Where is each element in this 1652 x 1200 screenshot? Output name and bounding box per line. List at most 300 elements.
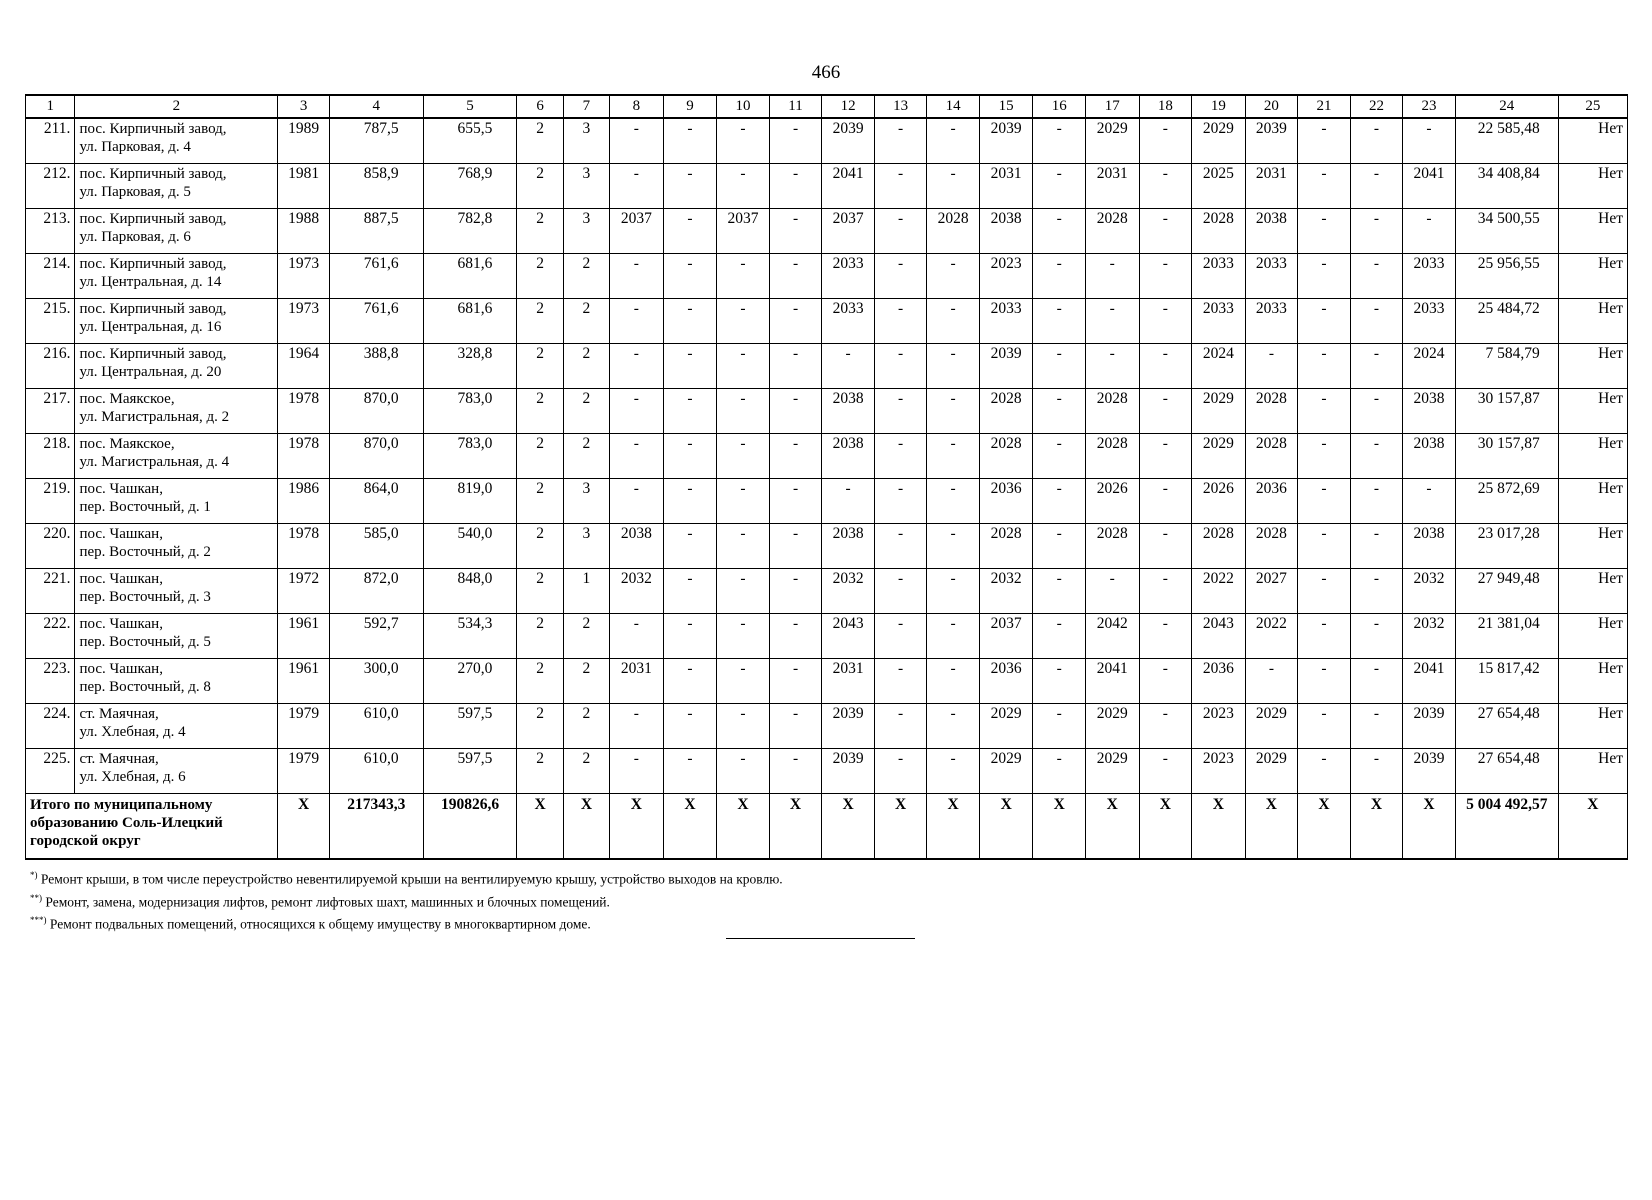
table-cell-col-24: 25 872,69: [1455, 479, 1558, 524]
column-number-header: 25: [1558, 95, 1627, 118]
column-number-header: 4: [329, 95, 423, 118]
column-number-header: 19: [1192, 95, 1246, 118]
table-cell-col-20: 2036: [1245, 479, 1298, 524]
table-cell-col-8: -: [610, 479, 664, 524]
table-cell-col-4: 858,9: [329, 164, 423, 209]
footnote-text: Ремонт крыши, в том числе переустройство невентилируемой крыши на вентилируемую крышу, устройство выходов на кровлю.: [37, 871, 783, 887]
table-cell-col-25: Нет: [1558, 164, 1627, 209]
table-cell-col-22: -: [1350, 614, 1403, 659]
table-cell-col-15: 2036: [979, 659, 1033, 704]
table-cell-col-21: -: [1298, 569, 1351, 614]
table-cell-col-24: 22 585,48: [1455, 118, 1558, 164]
row-number-cell: 220.: [26, 524, 75, 569]
table-cell-col-24: 34 500,55: [1455, 209, 1558, 254]
address-street: пер. Восточный, д. 3: [79, 589, 211, 605]
table-cell-col-16: -: [1033, 569, 1086, 614]
table-cell-col-19: 2043: [1192, 614, 1246, 659]
table-cell-col-20: 2029: [1245, 704, 1298, 749]
page-number: 466: [811, 62, 841, 83]
table-cell-col-5: 782,8: [423, 209, 517, 254]
table-cell-col-16: -: [1033, 749, 1086, 794]
address-settlement: пос. Чашкан,: [79, 571, 163, 587]
table-cell-col-20: -: [1245, 659, 1298, 704]
table-cell-col-25: Нет: [1558, 118, 1627, 164]
table-cell-col-19: 2023: [1192, 704, 1246, 749]
table-cell-col-10: -: [717, 434, 770, 479]
table-cell-col-8: 2031: [610, 659, 664, 704]
table-cell-col-23: 2033: [1403, 254, 1456, 299]
table-cell-col-8: -: [610, 704, 664, 749]
table-cell-col-13: -: [874, 569, 927, 614]
table-cell-col-5: 768,9: [423, 164, 517, 209]
address-settlement: пос. Кирпичный завод,: [79, 211, 227, 227]
row-number-cell: 212.: [26, 164, 75, 209]
table-row: [26, 704, 1628, 749]
table-cell-col-24: 30 157,87: [1455, 434, 1558, 479]
table-cell-col-20: 2028: [1245, 524, 1298, 569]
address-cell: [75, 299, 278, 344]
table-cell-col-21: -: [1298, 118, 1351, 164]
table-cell-col-12: 2038: [822, 524, 875, 569]
table-cell-col-15: 2038: [979, 209, 1033, 254]
table-cell-col-22: -: [1350, 704, 1403, 749]
table-cell-col-8: -: [610, 344, 664, 389]
table-cell-col-15: 2029: [979, 749, 1033, 794]
address-street: пер. Восточный, д. 8: [79, 679, 211, 695]
table-cell-col-4: 300,0: [329, 659, 423, 704]
table-cell-col-3: 1981: [278, 164, 330, 209]
table-cell-col-18: -: [1139, 209, 1192, 254]
table-cell-col-3: 1979: [278, 704, 330, 749]
table-cell-col-8: -: [610, 299, 664, 344]
table-cell-col-3: 1973: [278, 299, 330, 344]
table-cell-col-23: 2024: [1403, 344, 1456, 389]
table-cell-col-9: -: [663, 299, 717, 344]
table-cell-col-19: 2025: [1192, 164, 1246, 209]
row-number-cell: 223.: [26, 659, 75, 704]
table-cell-col-7: 3: [563, 209, 609, 254]
table-cell-col-10: -: [717, 569, 770, 614]
table-row: [26, 118, 1628, 164]
table-cell-col-5: 819,0: [423, 479, 517, 524]
table-cell-col-19: 2033: [1192, 299, 1246, 344]
table-cell-col-3: 1986: [278, 479, 330, 524]
table-cell-col-24: 30 157,87: [1455, 389, 1558, 434]
table-cell-col-22: -: [1350, 164, 1403, 209]
table-cell-col-6: 2: [517, 614, 563, 659]
total-cell-col-22: X: [1350, 794, 1403, 860]
table-cell-col-25: Нет: [1558, 749, 1627, 794]
table-cell-col-4: 610,0: [329, 704, 423, 749]
table-cell-col-14: -: [927, 524, 980, 569]
total-cell-col-20: X: [1245, 794, 1298, 860]
table-cell-col-19: 2022: [1192, 569, 1246, 614]
table-cell-col-19: 2029: [1192, 389, 1246, 434]
address-cell: [75, 209, 278, 254]
table-cell-col-10: -: [717, 614, 770, 659]
column-number-header: 1: [26, 95, 75, 118]
address-settlement: пос. Маякское,: [79, 391, 175, 407]
address-settlement: пос. Чашкан,: [79, 661, 163, 677]
table-cell-col-11: -: [769, 389, 822, 434]
table-cell-col-4: 761,6: [329, 254, 423, 299]
row-number-cell: 216.: [26, 344, 75, 389]
table-cell-col-17: 2029: [1085, 704, 1139, 749]
table-cell-col-11: -: [769, 614, 822, 659]
address-settlement: пос. Чашкан,: [79, 526, 163, 542]
table-cell-col-12: 2037: [822, 209, 875, 254]
table-cell-col-14: -: [927, 164, 980, 209]
table-cell-col-14: -: [927, 299, 980, 344]
table-cell-col-11: -: [769, 299, 822, 344]
column-number-header: 24: [1455, 95, 1558, 118]
table-cell-col-3: 1978: [278, 389, 330, 434]
table-cell-col-13: -: [874, 479, 927, 524]
table-cell-col-22: -: [1350, 524, 1403, 569]
table-cell-col-13: -: [874, 524, 927, 569]
table-cell-col-5: 655,5: [423, 118, 517, 164]
table-cell-col-20: 2028: [1245, 389, 1298, 434]
row-number-cell: 219.: [26, 479, 75, 524]
total-cell-col-10: X: [717, 794, 770, 860]
table-cell-col-4: 887,5: [329, 209, 423, 254]
table-cell-col-18: -: [1139, 749, 1192, 794]
table-cell-col-11: -: [769, 524, 822, 569]
table-cell-col-7: 1: [563, 569, 609, 614]
table-cell-col-5: 540,0: [423, 524, 517, 569]
table-cell-col-17: 2028: [1085, 524, 1139, 569]
table-cell-col-8: 2038: [610, 524, 664, 569]
footnote-text: Ремонт, замена, модернизация лифтов, ремонт лифтовых шахт, машинных и блочных помещений.: [42, 894, 610, 909]
table-cell-col-9: -: [663, 254, 717, 299]
table-cell-col-9: -: [663, 164, 717, 209]
table-cell-col-15: 2023: [979, 254, 1033, 299]
table-cell-col-14: 2028: [927, 209, 980, 254]
table-cell-col-13: -: [874, 614, 927, 659]
table-cell-col-25: Нет: [1558, 524, 1627, 569]
table-cell-col-13: -: [874, 118, 927, 164]
column-number-header: 20: [1245, 95, 1298, 118]
column-number-header: 22: [1350, 95, 1403, 118]
table-cell-col-22: -: [1350, 254, 1403, 299]
total-cell-col-4: 217343,3: [329, 794, 423, 860]
table-cell-col-15: 2039: [979, 118, 1033, 164]
table-row: [26, 164, 1628, 209]
table-cell-col-16: -: [1033, 614, 1086, 659]
total-cell-col-21: X: [1298, 794, 1351, 860]
table-cell-col-11: -: [769, 254, 822, 299]
table-cell-col-14: -: [927, 479, 980, 524]
table-cell-col-18: -: [1139, 434, 1192, 479]
table-cell-col-23: -: [1403, 118, 1456, 164]
column-number-header: 6: [517, 95, 563, 118]
table-cell-col-14: -: [927, 254, 980, 299]
table-cell-col-24: 25 956,55: [1455, 254, 1558, 299]
table-cell-col-12: 2041: [822, 164, 875, 209]
table-cell-col-4: 388,8: [329, 344, 423, 389]
table-cell-col-24: 7 584,79: [1455, 344, 1558, 389]
table-cell-col-25: Нет: [1558, 434, 1627, 479]
table-cell-col-24: 25 484,72: [1455, 299, 1558, 344]
table-cell-col-25: Нет: [1558, 254, 1627, 299]
table-cell-col-15: 2037: [979, 614, 1033, 659]
row-number-cell: 217.: [26, 389, 75, 434]
address-street: ул. Хлебная, д. 6: [79, 769, 186, 785]
total-cell-col-17: X: [1085, 794, 1139, 860]
table-cell-col-7: 2: [563, 254, 609, 299]
address-settlement: пос. Кирпичный завод,: [79, 346, 227, 362]
address-settlement: ст. Маячная,: [79, 706, 159, 722]
table-cell-col-6: 2: [517, 299, 563, 344]
table-cell-col-19: 2024: [1192, 344, 1246, 389]
table-cell-col-17: 2028: [1085, 434, 1139, 479]
table-cell-col-6: 2: [517, 254, 563, 299]
table-cell-col-17: 2029: [1085, 749, 1139, 794]
table-cell-col-4: 870,0: [329, 434, 423, 479]
table-cell-col-24: 23 017,28: [1455, 524, 1558, 569]
table-cell-col-17: 2029: [1085, 118, 1139, 164]
table-cell-col-14: -: [927, 118, 980, 164]
table-cell-col-13: -: [874, 299, 927, 344]
address-settlement: пос. Кирпичный завод,: [79, 166, 227, 182]
total-cell-col-18: X: [1139, 794, 1192, 860]
column-number-header: 14: [927, 95, 980, 118]
table-cell-col-23: 2041: [1403, 164, 1456, 209]
table-cell-col-10: -: [717, 749, 770, 794]
table-cell-col-18: -: [1139, 614, 1192, 659]
table-cell-col-6: 2: [517, 389, 563, 434]
table-cell-col-22: -: [1350, 118, 1403, 164]
table-cell-col-7: 2: [563, 344, 609, 389]
table-cell-col-5: 534,3: [423, 614, 517, 659]
table-cell-col-23: 2039: [1403, 749, 1456, 794]
table-cell-col-15: 2039: [979, 344, 1033, 389]
address-street: пер. Восточный, д. 2: [79, 544, 211, 560]
table-cell-col-18: -: [1139, 299, 1192, 344]
table-cell-col-19: 2023: [1192, 749, 1246, 794]
table-cell-col-6: 2: [517, 704, 563, 749]
address-cell: [75, 569, 278, 614]
table-cell-col-17: -: [1085, 569, 1139, 614]
column-number-header: 8: [610, 95, 664, 118]
table-cell-col-21: -: [1298, 389, 1351, 434]
table-cell-col-3: 1978: [278, 434, 330, 479]
footnote-mark: ***): [30, 915, 47, 925]
table-cell-col-13: -: [874, 209, 927, 254]
table-cell-col-11: -: [769, 118, 822, 164]
table-cell-col-8: -: [610, 164, 664, 209]
table-cell-col-7: 3: [563, 479, 609, 524]
table-cell-col-20: 2033: [1245, 254, 1298, 299]
repair-schedule-table: [25, 94, 1628, 860]
table-cell-col-18: -: [1139, 704, 1192, 749]
column-number-header: 12: [822, 95, 875, 118]
table-cell-col-6: 2: [517, 344, 563, 389]
address-street: ул. Магистральная, д. 2: [79, 409, 230, 425]
table-cell-col-16: -: [1033, 524, 1086, 569]
table-cell-col-17: 2026: [1085, 479, 1139, 524]
table-cell-col-24: 27 949,48: [1455, 569, 1558, 614]
table-cell-col-8: -: [610, 254, 664, 299]
table-cell-col-21: -: [1298, 209, 1351, 254]
total-cell-col-8: X: [610, 794, 664, 860]
table-cell-col-16: -: [1033, 389, 1086, 434]
table-cell-col-4: 585,0: [329, 524, 423, 569]
column-number-header: 17: [1085, 95, 1139, 118]
table-cell-col-11: -: [769, 569, 822, 614]
table-cell-col-18: -: [1139, 344, 1192, 389]
table-cell-col-17: -: [1085, 344, 1139, 389]
footnote: [30, 866, 783, 889]
table-cell-col-20: 2033: [1245, 299, 1298, 344]
footnote-mark: *): [30, 870, 38, 880]
table-cell-col-14: -: [927, 659, 980, 704]
table-cell-col-18: -: [1139, 164, 1192, 209]
table-cell-col-22: -: [1350, 299, 1403, 344]
table-cell-col-19: 2028: [1192, 209, 1246, 254]
table-cell-col-6: 2: [517, 164, 563, 209]
table-cell-col-6: 2: [517, 659, 563, 704]
table-cell-col-12: -: [822, 479, 875, 524]
table-cell-col-5: 597,5: [423, 749, 517, 794]
table-row: [26, 569, 1628, 614]
column-number-header: 10: [717, 95, 770, 118]
table-cell-col-24: 27 654,48: [1455, 749, 1558, 794]
table-cell-col-12: 2033: [822, 299, 875, 344]
table-cell-col-21: -: [1298, 434, 1351, 479]
table-cell-col-25: Нет: [1558, 614, 1627, 659]
address-cell: [75, 614, 278, 659]
table-cell-col-17: 2041: [1085, 659, 1139, 704]
table-cell-col-25: Нет: [1558, 704, 1627, 749]
table-cell-col-21: -: [1298, 749, 1351, 794]
address-cell: [75, 254, 278, 299]
address-settlement: пос. Кирпичный завод,: [79, 301, 227, 317]
table-cell-col-12: -: [822, 344, 875, 389]
column-number-header: 16: [1033, 95, 1086, 118]
total-cell-col-7: X: [563, 794, 609, 860]
total-cell-col-6: X: [517, 794, 563, 860]
table-cell-col-8: 2032: [610, 569, 664, 614]
table-cell-col-3: 1961: [278, 614, 330, 659]
table-row: [26, 614, 1628, 659]
table-cell-col-23: 2038: [1403, 524, 1456, 569]
table-cell-col-7: 2: [563, 659, 609, 704]
table-cell-col-9: -: [663, 659, 717, 704]
table-cell-col-23: 2038: [1403, 389, 1456, 434]
table-cell-col-9: -: [663, 479, 717, 524]
table-cell-col-10: -: [717, 164, 770, 209]
table-cell-col-4: 787,5: [329, 118, 423, 164]
column-number-header: 5: [423, 95, 517, 118]
table-cell-col-11: -: [769, 209, 822, 254]
address-street: ул. Центральная, д. 20: [79, 364, 222, 380]
total-cell-col-12: X: [822, 794, 875, 860]
total-cell-col-14: X: [927, 794, 980, 860]
table-cell-col-25: Нет: [1558, 344, 1627, 389]
table-cell-col-9: -: [663, 118, 717, 164]
total-cell-col-23: X: [1403, 794, 1456, 860]
total-cell-col-9: X: [663, 794, 717, 860]
table-cell-col-18: -: [1139, 569, 1192, 614]
total-cell-col-19: X: [1192, 794, 1246, 860]
row-number-cell: 211.: [26, 118, 75, 164]
table-cell-col-18: -: [1139, 659, 1192, 704]
table-cell-col-25: Нет: [1558, 389, 1627, 434]
table-cell-col-3: 1988: [278, 209, 330, 254]
table-cell-col-23: 2033: [1403, 299, 1456, 344]
table-cell-col-14: -: [927, 749, 980, 794]
table-cell-col-12: 2039: [822, 749, 875, 794]
table-cell-col-15: 2036: [979, 479, 1033, 524]
table-cell-col-7: 3: [563, 524, 609, 569]
row-number-cell: 225.: [26, 749, 75, 794]
table-cell-col-21: -: [1298, 299, 1351, 344]
column-number-header: 13: [874, 95, 927, 118]
table-cell-col-17: 2028: [1085, 389, 1139, 434]
table-cell-col-4: 592,7: [329, 614, 423, 659]
table-cell-col-13: -: [874, 389, 927, 434]
total-cell-col-13: X: [874, 794, 927, 860]
table-cell-col-22: -: [1350, 479, 1403, 524]
table-cell-col-6: 2: [517, 479, 563, 524]
address-cell: [75, 524, 278, 569]
table-cell-col-6: 2: [517, 524, 563, 569]
column-number-header: 23: [1403, 95, 1456, 118]
table-cell-col-22: -: [1350, 434, 1403, 479]
table-cell-col-13: -: [874, 704, 927, 749]
table-cell-col-5: 848,0: [423, 569, 517, 614]
table-cell-col-16: -: [1033, 344, 1086, 389]
table-cell-col-20: 2027: [1245, 569, 1298, 614]
table-cell-col-7: 3: [563, 118, 609, 164]
table-cell-col-23: -: [1403, 479, 1456, 524]
total-label: Итого по муниципальному образованию Соль-Илецкий городской округ: [26, 794, 278, 860]
table-cell-col-22: -: [1350, 749, 1403, 794]
table-cell-col-4: 761,6: [329, 299, 423, 344]
table-cell-col-23: 2041: [1403, 659, 1456, 704]
table-cell-col-7: 2: [563, 434, 609, 479]
table-cell-col-24: 21 381,04: [1455, 614, 1558, 659]
table-cell-col-22: -: [1350, 659, 1403, 704]
column-number-header: 18: [1139, 95, 1192, 118]
table-row: [26, 479, 1628, 524]
table-cell-col-17: -: [1085, 299, 1139, 344]
table-cell-col-6: 2: [517, 569, 563, 614]
address-cell: [75, 164, 278, 209]
table-cell-col-15: 2028: [979, 389, 1033, 434]
table-cell-col-16: -: [1033, 254, 1086, 299]
footnote-text: Ремонт подвальных помещений, относящихся к общему имуществу в многоквартирном доме.: [46, 916, 591, 932]
table-cell-col-11: -: [769, 704, 822, 749]
table-cell-col-14: -: [927, 614, 980, 659]
table-cell-col-21: -: [1298, 254, 1351, 299]
total-cell-col-24: 5 004 492,57: [1455, 794, 1558, 860]
row-number-cell: 214.: [26, 254, 75, 299]
column-number-header: 11: [769, 95, 822, 118]
total-cell-col-15: X: [979, 794, 1033, 860]
table-cell-col-18: -: [1139, 479, 1192, 524]
address-cell: [75, 434, 278, 479]
table-cell-col-24: 27 654,48: [1455, 704, 1558, 749]
table-cell-col-16: -: [1033, 704, 1086, 749]
table-cell-col-9: -: [663, 524, 717, 569]
address-street: ул. Магистральная, д. 4: [79, 454, 230, 470]
table-cell-col-6: 2: [517, 749, 563, 794]
table-row: [26, 434, 1628, 479]
table-row: [26, 749, 1628, 794]
table-cell-col-18: -: [1139, 524, 1192, 569]
